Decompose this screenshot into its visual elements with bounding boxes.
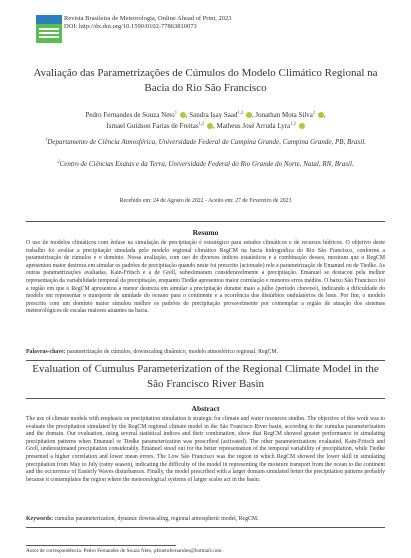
resumo-heading: Resumo: [192, 228, 219, 237]
resumo-text: O uso de modelos climáticos com ênfase na simulação de precipitação é estratégico para estudos climáticos e de recursos hídricos. O objetivo deste trabalho foi avaliar a precipitação simulada pelo modelo regional climático RegCM na bacia hidrográfica do Rio São Francisco, conforme a parametrização de cúmulos e o domínio. Nossa avaliação, com uso de diversos índices estatísticos e a combinação desses, mostram que o RegCM apresentou maior destreza em simular os padrões de precipitação quando neste foi prescrito (acionado) rele a parametrização de Emanuel ou de Tiedke. As outras parametrizações avaliadas, Kain-Fritsch e a de Grell, subestimaram consideravelmente a precipitação. Emanuel se destacou pela melhor representação da variabilidade temporal da precipitação, enquanto Tiedke apresentou maior correlação e menores erros médios. O baixo São Francisco foi a região em que o RegCM apresentou a menor destreza em simular a precipitação durante maio a julho (período chuvoso), indicando a dificuldade do modelo em representar o transporte de umidade do oceano para o continente e a ocorrência dos distúrbios ondulatórios de leste. Por fim, o modelo prescrito com um domínio maior simulou melhor os padrões de precipitação provavelmente por contemplar a região de atuação dos sistemas meteorológicos de escalas maiores atuantes na bacia.: [26, 240, 385, 315]
author[interactable]: Sandra Isay Saad$^{1,2}$: [189, 109, 244, 119]
section-rule: [26, 221, 385, 222]
resumo-keywords: Palavras-chave: parametrização de cúmulos, downscaling dinâmico, modelo atmosférico regional, RegCM.: [26, 349, 278, 355]
received-dates: Recebido em: 24 de Agosto de 2022 - Aceito em: 27 de Fevereiro de 2023: [119, 198, 292, 204]
affiliation: $^2$Centro de Ciências Exatas e da Terra, Universidade Federal do Rio Grande do Norte, Natal, RN, Brasil.: [57, 158, 354, 168]
journal-citation: Revista Brasileira de Meteorologia, Online Ahead of Print, 2023: [64, 15, 232, 22]
title-english: Evaluation of Cumulus Parameterization of the Regional Climate Model in the São Francisco River Basin: [32, 363, 379, 390]
journal-logo: [36, 15, 62, 43]
author[interactable]: Ismael Guidson Farias de Freitas$^{1,2}$: [106, 120, 205, 130]
orcid-icon[interactable]: [207, 123, 213, 129]
section-rule: [26, 527, 385, 528]
journal-header: [64, 15, 232, 31]
orcid-icon[interactable]: [180, 112, 186, 118]
author[interactable]: Pedro Fernandes de Souza Neto$^1$: [85, 109, 177, 119]
corresponding-author-footnote: Autor de correspondência: Pedro Fernandes de Souza Neto, pfsnetofernandes@hotmail.com.: [26, 548, 223, 554]
section-rule: [26, 398, 385, 399]
footnote-rule: [26, 545, 176, 546]
author[interactable]: Matheus José Arruda Lyra$^{1,2}$: [216, 120, 296, 130]
orcid-icon[interactable]: [299, 123, 305, 129]
title-portuguese: Avaliação das Parametrizações de Cúmulos do Modelo Climático Regional na Bacia do Rio São Francisco: [33, 67, 378, 94]
abstract-heading: Abstract: [191, 404, 220, 413]
author[interactable]: Jonathan Mota Silva$^2$: [255, 109, 316, 119]
author-list: Pedro Fernandes de Souza Neto$^1$ , Sandra Isay Saad$^{1,2}$ , Jonathan Mota Silva$^2$ , Ismael Guidson Farias de Freitas$^{1,2}$ , Matheus José Arruda Lyra$^{1,2}$: [85, 109, 326, 130]
journal-doi[interactable]: DOI: http://dx.doi.org/10.1590/0102-77863810073: [64, 23, 197, 30]
orcid-icon[interactable]: [246, 112, 252, 118]
abstract-keywords: Keywords: cumulus parameterization, dynamic downscaling, regional atmospheric model, RegCM.: [26, 516, 259, 522]
affiliation: $^1$Departamento de Ciência Atmosférica, Universidade Federal de Campina Grande, Campina Grande, PB, Brasil.: [45, 136, 366, 146]
orcid-icon[interactable]: [318, 112, 324, 118]
section-rule: [26, 360, 385, 361]
abstract-text: The use of climate models with emphasis on precipitation simulation is strategic for climate and water resources studies. The objective of this work was to evaluate the precipitation simulated by the RegCM regional climate model in the São Francisco River basin, according to the cumulus parameterization and the domain. Our evaluation, using several statistical indices and their combination, show that RegCM showed greater performance in simulating precipitation patterns when Emanuel or Tiedke parameterization was prescribed (activated). The other parameterizations evaluated, Kain-Fritsch and Grell, underestimated precipitation considerably. Emanuel stood out for the better representation of the temporal variability of precipitation, while Tiedke presented a higher correlation and lower mean errors. The Low São Francisco was the region in which RegCM showed the lower skill in simulating precipitation from May to July (rainy season), indicating the difficulty of the model in representing the moisture transport from the ocean to the continent and the occurrence of Easterly Waves disturbances. Finally, the model prescribed with a larger domain simulated better the precipitation patterns probably because it contemplates the region where the meteorological systems of larger scales act in the basin.: [26, 416, 385, 483]
